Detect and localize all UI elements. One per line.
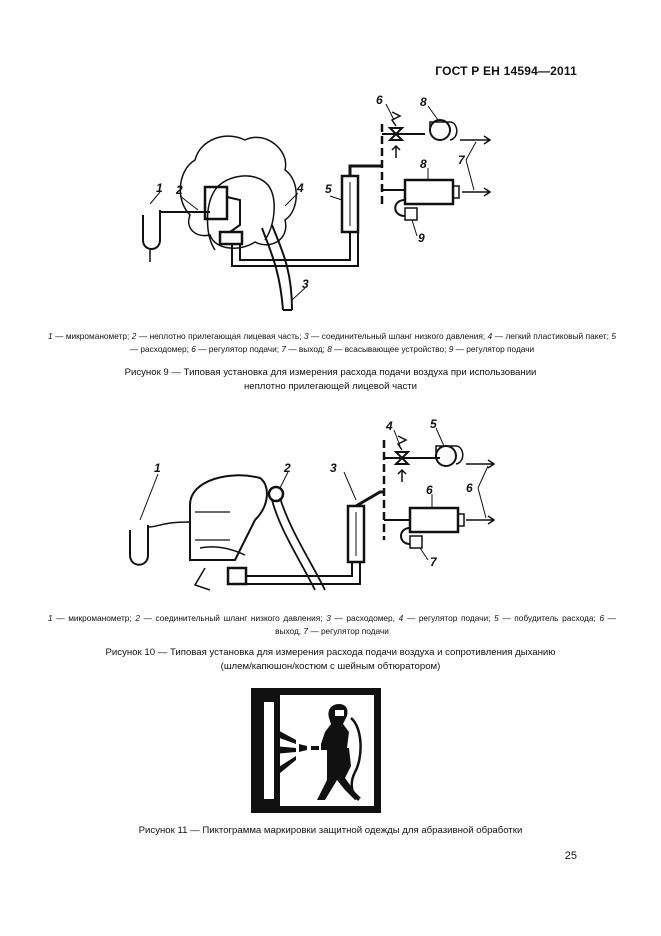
legend-item: 7 — регулятор подачи — [303, 626, 389, 636]
suction-device-box — [405, 180, 453, 204]
micromanometer — [143, 210, 160, 249]
legend-item: 3 — расходомер, — [326, 613, 399, 623]
legend-item: 8 — всасывающее устройство; — [327, 344, 449, 354]
fig9-label-1: 1 — [156, 181, 163, 195]
low-pressure-hose — [262, 225, 292, 310]
fig10-label-1: 1 — [154, 461, 161, 475]
fig10-label-2: 2 — [284, 461, 291, 475]
figure-9-caption: Рисунок 9 — Типовая установка для измерения расхода подачи воздуха при использовании неплотно прилегающей лицевой части — [124, 367, 537, 392]
legend-item: 5 — побудитель расхода; — [494, 613, 600, 623]
suction-device-box — [410, 508, 458, 532]
figure-10-diagram — [0, 408, 661, 608]
legend-item: 6 — регулятор подачи; — [191, 344, 282, 354]
document-header: ГОСТ Р ЕН 14594—2011 — [435, 64, 577, 78]
legend-item: 2 — соединительный шланг низкого давления; — [135, 613, 327, 623]
suction-device-top — [430, 120, 450, 140]
fig10-label-4: 4 — [386, 419, 393, 433]
fig9-label-6: 6 — [376, 93, 383, 107]
fig9-label-7: 7 — [458, 153, 465, 167]
abrasive-blasting-pictogram — [251, 688, 381, 813]
fig10-label-6a: 6 — [426, 483, 433, 497]
fig9-label-2: 2 — [176, 183, 183, 197]
page-number: 25 — [564, 850, 577, 862]
legend-item: 7 — выход; — [281, 344, 328, 354]
legend-item: 6 — выход, — [275, 613, 617, 636]
micromanometer — [130, 525, 148, 565]
legend-item: 5 — расходомер; — [129, 331, 616, 354]
legend-item: 2 — неплотно прилегающая лицевая часть; — [131, 331, 304, 341]
figure-9-legend — [48, 330, 616, 356]
fig9-label-3: 3 — [302, 277, 309, 291]
fig10-label-6b: 6 — [466, 481, 473, 495]
legend-item: 4 — легкий пластиковый пакет; — [487, 331, 612, 341]
fig9-label-8b: 8 — [420, 157, 427, 171]
legend-item: 9 — регулятор подачи — [448, 344, 535, 354]
fig9-label-9: 9 — [418, 231, 425, 245]
figure-9-diagram — [0, 80, 661, 320]
legend-item: 3 — соединительный шланг низкого давления; — [303, 331, 488, 341]
figure-10-caption: Рисунок 10 — Типовая установка для измерения расхода подачи воздуха и сопротивления дыханию (шлем/капюшон/костюм с шейным обтюратором) — [105, 647, 556, 672]
fig9-label-4: 4 — [297, 181, 304, 195]
flow-inducer — [436, 446, 456, 466]
fig10-label-3: 3 — [330, 461, 337, 475]
legend-item: 1 — микроманометр; — [48, 613, 136, 623]
fig9-label-8a: 8 — [420, 95, 427, 109]
legend-item: 1 — микроманометр; — [48, 331, 132, 341]
fig9-label-5: 5 — [325, 182, 332, 196]
figure-11-caption: Рисунок 11 — Пиктограмма маркировки защитной одежды для абразивной обработки — [138, 825, 523, 836]
legend-item: 4 — регулятор подачи; — [398, 613, 495, 623]
figure-10-legend — [48, 612, 616, 638]
fig10-label-7: 7 — [430, 555, 437, 569]
fig10-label-5: 5 — [430, 417, 437, 431]
